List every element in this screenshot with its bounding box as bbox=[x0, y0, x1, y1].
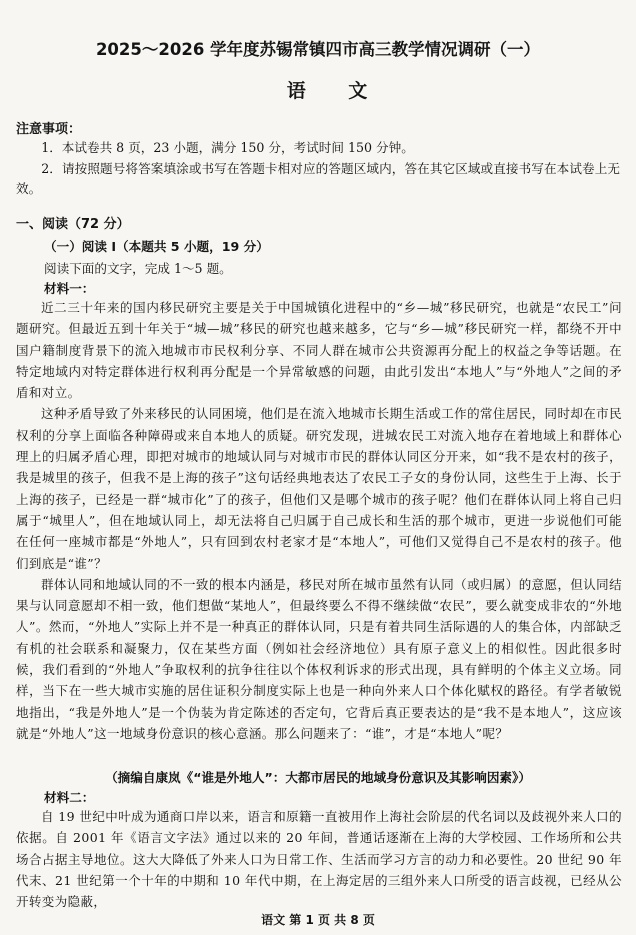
material2-paragraph: 自 19 世纪中叶成为通商口岸以来，语言和原籍一直被用作上海社会阶层的代名词以及歧视外来人口的依据。自 2001 年《语言文字法》通过以来的 20 年间，普通话逐渐在上海的大学校园、工作场所和公共场合占据主导地位。这大大降低了外来人口为日常工作、生活而学习方言的动力和必要性。20 世纪 90 年代末、21 世纪第一个十年的中期和 10 年代中期，在上海定居的三组外来人口所受的语言歧视，已经从公开转变为隐蔽， bbox=[16, 809, 622, 910]
exam-title: 2025～2026 学年度苏锡常镇四市高三教学情况调研（一） bbox=[95, 40, 541, 59]
notice-item: 1．本试卷共 8 页，23 小题，满分 150 分，考试时间 150 分钟。 bbox=[41, 140, 414, 155]
material2-heading: 材料二： bbox=[44, 790, 95, 805]
material1-body bbox=[16, 297, 622, 744]
material1-paragraph: 群体认同和地域认同的不一致的根本内涵是，移民对所在城市虽然有认同（或归属）的意愿，但认同结果与认同意愿却不相一致，他们想做“某地人”，但最终要么不得不继续做“农民”，要么就变成非农的“外地人”。然而，“外地人”实际上并不是一种真正的群体认同，只是有着共同生活际遇的人的集合体，内部缺乏有机的社会联系和凝聚力，仅在某些方面（例如社会经济地位）具有原子意义上的相似性。因此很多时候，我们看到的“外地人”争取权利的抗争往往以个体权利诉求的形式出现，具有鲜明的个体主义立场。同样，当下在一些大城市实施的居住证积分制度实际上也是一种向外来人口个体化赋权的路径。有学者敏锐地指出，“我是外地人”是一个伪装为肯定陈述的否定句，它背后真正要表达的是“我不是本地人”，这应该就是“外地人”这一地域身份意识的核心意涵。那么问题来了：“谁”，才是“本地人”呢？ bbox=[16, 576, 622, 741]
page-footer: 语文 第 1 页 共 8 页 bbox=[261, 913, 375, 927]
subject-title: 语 文 bbox=[286, 80, 386, 102]
reading-instruction: 阅读下面的文字，完成 1～5 题。 bbox=[44, 261, 232, 276]
notice-item: 2．请按照题号将答案填涂或书写在答题卡相对应的答题区域内，答在其它区域或直接书写在本试卷上无效。 bbox=[16, 160, 620, 196]
notice-list bbox=[16, 138, 620, 200]
material2-body bbox=[16, 806, 622, 912]
notice-heading: 注意事项： bbox=[16, 122, 82, 137]
section-heading: 一、阅读（72 分） bbox=[16, 217, 130, 232]
material1-paragraph: 这种矛盾导致了外来移民的认同困境，他们是在流入地城市长期生活或工作的常住居民，同时却在市民权利的分享上面临各种障碍或来自本地人的质疑。研究发现，进城农民工对流入地存在着地域上和群体心理上的归属矛盾心理，即把对城市的地域认同与对城市市民的群体认同区分开来，如“我不是农村的孩子，我是城里的孩子，但我不是上海的孩子”这句话经典地表达了农民工子女的身份认同，这些生于上海、长于上海的孩子，已经是一群“城市化”了的孩子，但他们又是哪个城市的孩子呢？他们在群体认同上将自己归属于“城里人”，但在地域认同上，却无法将自己归属于自己成长和生活的那个城市，更进一步说他们可能在任何一座城市都是“外地人”，只有回到农村老家才是“本地人”，可他们又觉得自己不是农村的孩子。他们到底是“谁”？ bbox=[16, 406, 622, 571]
material1-paragraph: 近二三十年来的国内移民研究主要是关于中国城镇化进程中的“乡—城”移民研究，也就是“农民工”问题研究。但最近五到十年关于“城—城”移民的研究也越来越多，它与“乡—城”移民研究一样，都绕不开中国户籍制度背景下的流入地城市市民权利分享、不同人群在城市公共资源再分配上的权益之争等话题。在特定地域内对特定群体进行权利再分配是一个异常敏感的问题，由此引发出“本地人”与“外地人”之间的矛盾和对立。 bbox=[16, 300, 622, 401]
subsection-heading: （一）阅读 I（本题共 5 小题，19 分） bbox=[44, 239, 269, 254]
material1-source: （摘编自康岚《“谁是外地人”：大都市居民的地域身份意识及其影响因素》） bbox=[105, 770, 531, 785]
material1-heading: 材料一： bbox=[44, 281, 95, 296]
